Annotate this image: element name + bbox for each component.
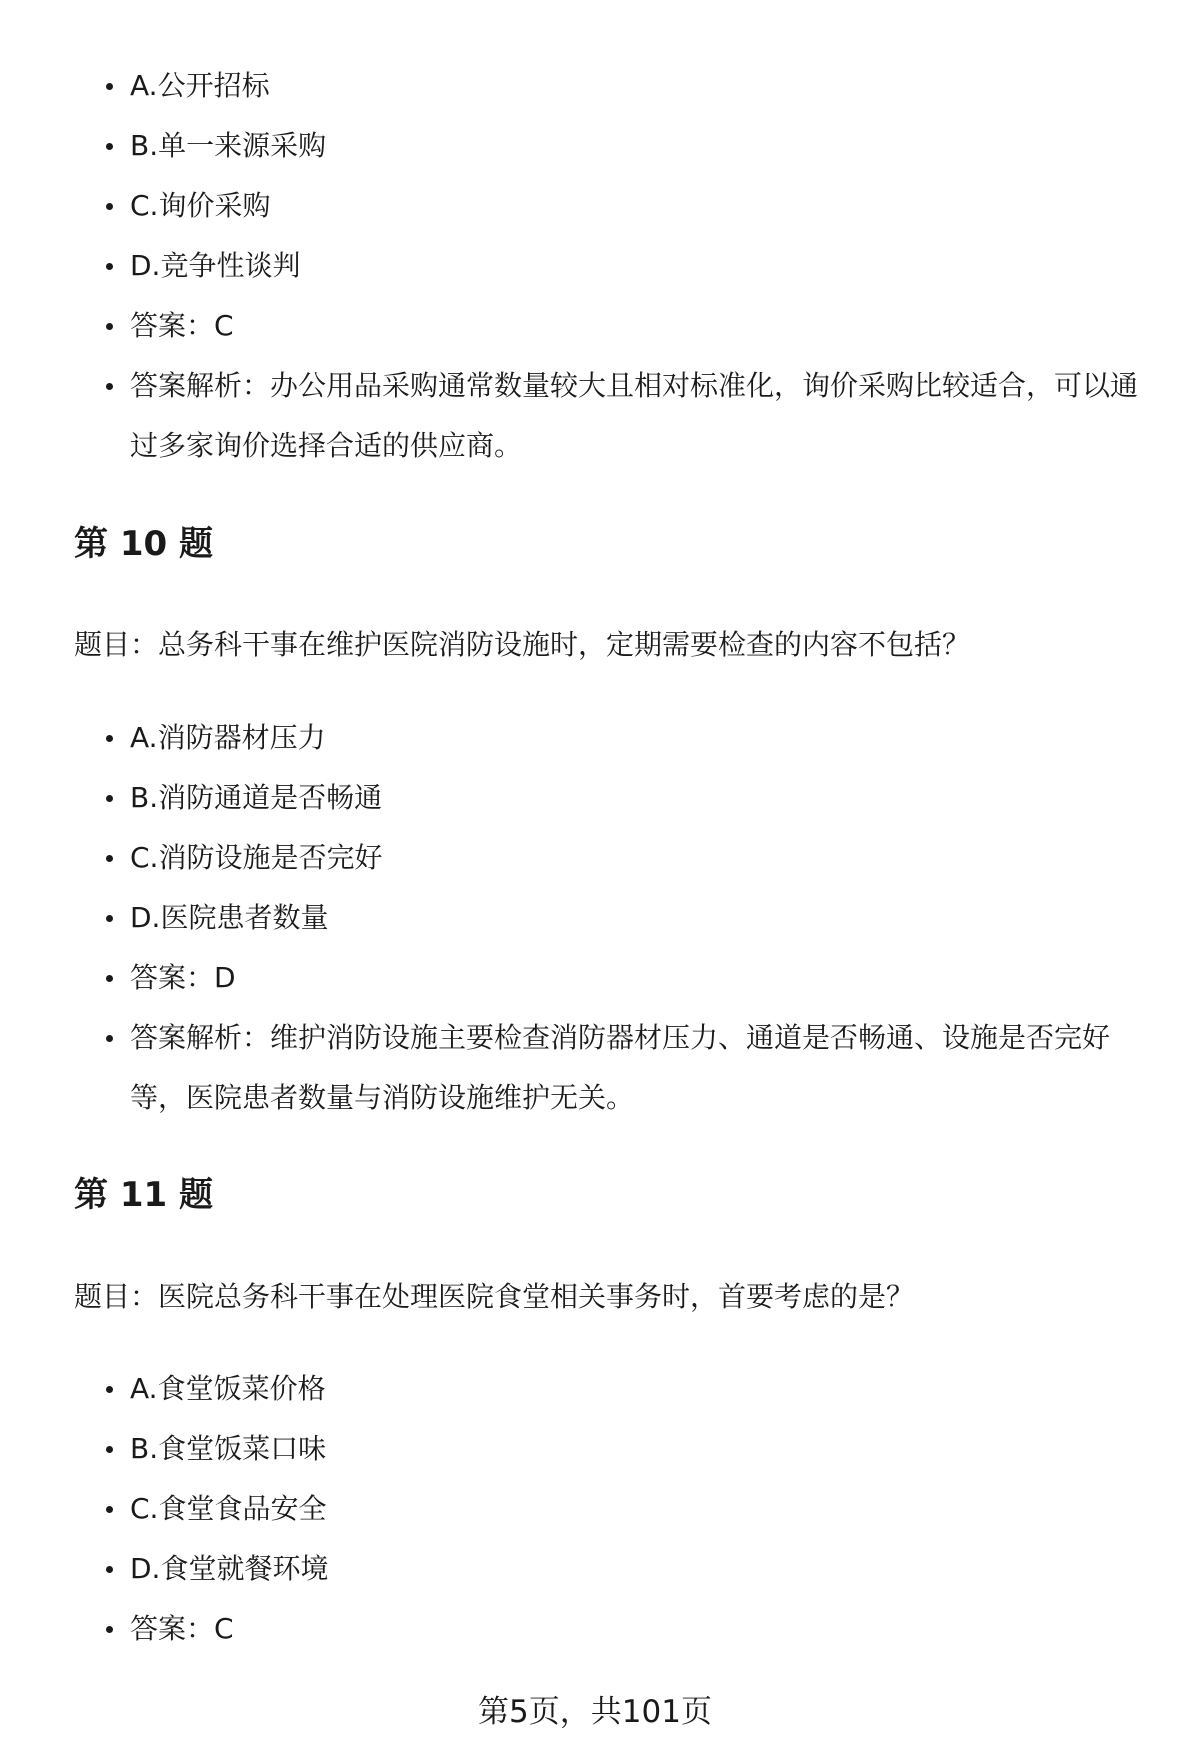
option-text: A.食堂饭菜价格 — [130, 1372, 326, 1405]
question-11-heading: 第 11 题 — [74, 1175, 213, 1215]
bullet — [106, 855, 113, 862]
bullet — [106, 323, 113, 330]
option-text: C.询价采购 — [130, 189, 271, 222]
option-a — [130, 1359, 1160, 1419]
bullet — [106, 735, 113, 742]
option-text: B.消防通道是否畅通 — [130, 781, 383, 814]
bullet — [106, 203, 113, 210]
answer — [130, 948, 1160, 1008]
option-text: A.公开招标 — [130, 69, 270, 102]
bullet — [106, 1446, 113, 1453]
option-b — [130, 1419, 1160, 1479]
bullet — [106, 795, 113, 802]
answer — [130, 296, 1160, 356]
analysis-text: 答案解析：维护消防设施主要检查消防器材压力、通道是否畅通、设施是否完好等，医院患者数量与消防设施维护无关。 — [130, 1021, 1111, 1114]
option-text: C.消防设施是否完好 — [130, 841, 383, 874]
bullet — [106, 915, 113, 922]
answer-analysis — [130, 1008, 1160, 1128]
bullet — [106, 143, 113, 150]
bullet — [106, 975, 113, 982]
option-c — [130, 176, 1160, 236]
option-text: B.食堂饭菜口味 — [130, 1432, 327, 1465]
question-11-prompt: 题目：医院总务科干事在处理医院食堂相关事务时，首要考虑的是？ — [74, 1280, 915, 1313]
option-text: D.食堂就餐环境 — [130, 1552, 329, 1585]
option-d — [130, 236, 1160, 296]
option-text: D.医院患者数量 — [130, 901, 329, 934]
answer — [130, 1599, 1160, 1659]
bullet — [106, 1506, 113, 1513]
option-d — [130, 1539, 1160, 1599]
answer-analysis — [130, 356, 1160, 476]
option-text: B.单一来源采购 — [130, 129, 327, 162]
option-c — [130, 828, 1160, 888]
bullet — [106, 1035, 113, 1042]
bullet — [106, 83, 113, 90]
question-10-heading: 第 10 题 — [74, 524, 213, 564]
page-number: 第5页，共101页 — [478, 1694, 712, 1730]
option-c — [130, 1479, 1160, 1539]
option-d — [130, 888, 1160, 948]
answer-text: 答案：C — [130, 1612, 234, 1645]
answer-text: 答案：C — [130, 309, 234, 342]
answer-text: 答案：D — [130, 961, 236, 994]
option-b — [130, 116, 1160, 176]
option-text: D.竞争性谈判 — [130, 249, 301, 282]
option-text: C.食堂食品安全 — [130, 1492, 327, 1525]
option-a — [130, 56, 1160, 116]
bullet — [106, 1566, 113, 1573]
bullet — [106, 1386, 113, 1393]
option-b — [130, 768, 1160, 828]
analysis-text: 答案解析：办公用品采购通常数量较大且相对标准化，询价采购比较适合，可以通过多家询价选择合适的供应商。 — [130, 369, 1139, 462]
option-a — [130, 708, 1160, 768]
bullet — [106, 263, 113, 270]
bullet — [106, 1626, 113, 1633]
bullet — [106, 383, 113, 390]
option-text: A.消防器材压力 — [130, 721, 326, 754]
question-10-prompt: 题目：总务科干事在维护医院消防设施时，定期需要检查的内容不包括？ — [74, 628, 971, 661]
